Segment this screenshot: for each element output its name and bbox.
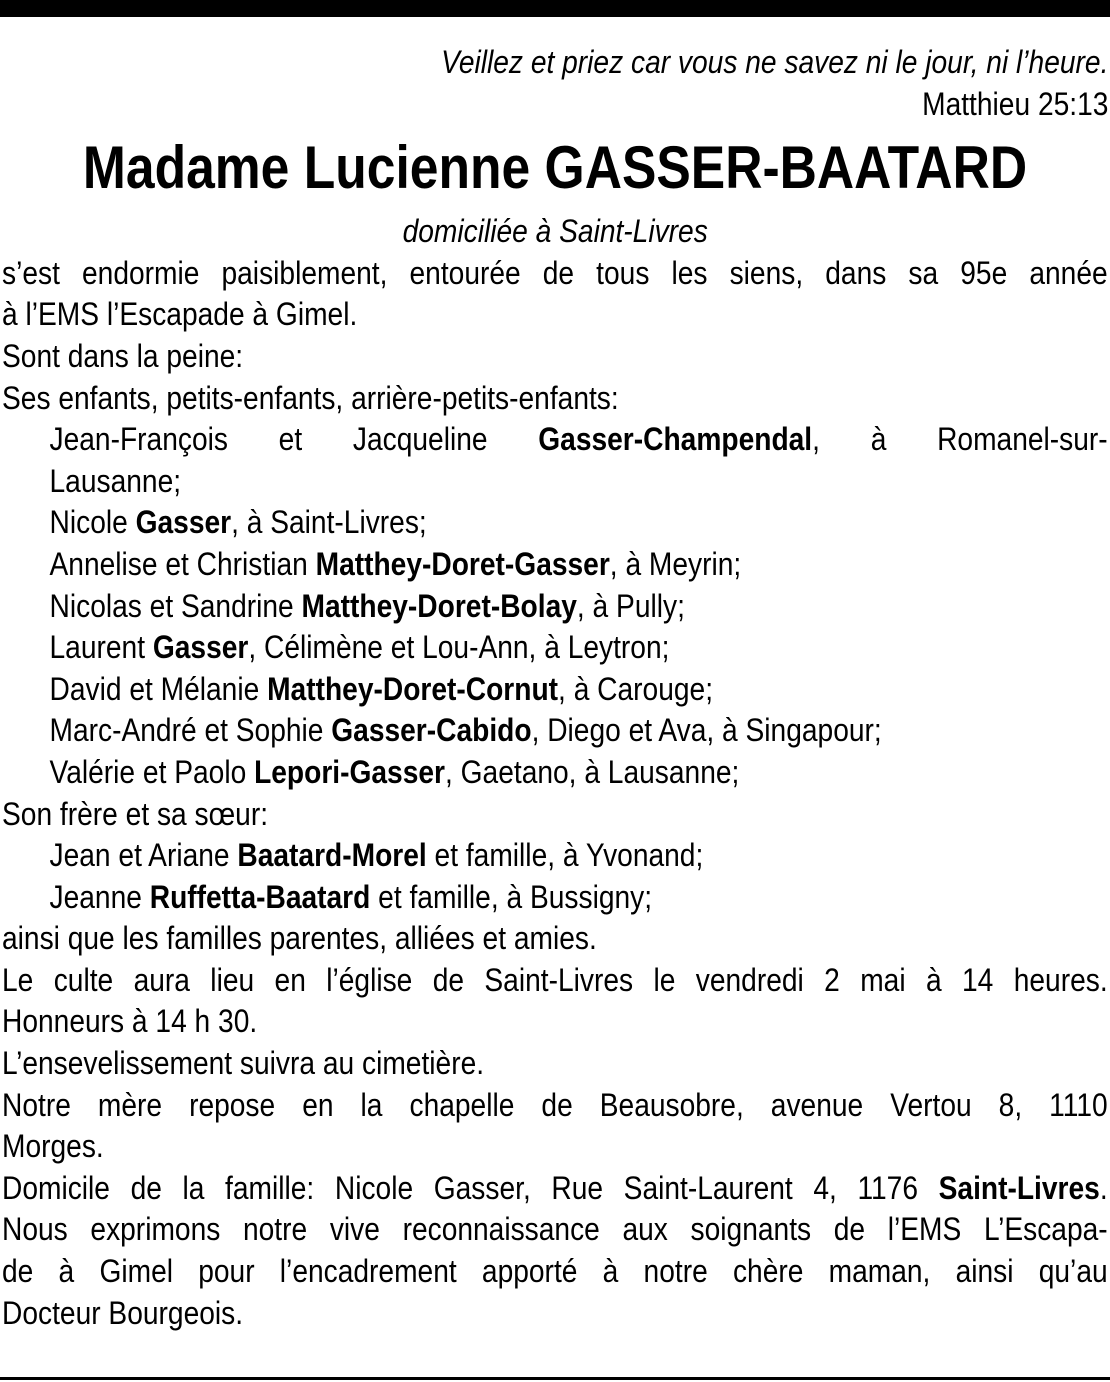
family-home-line: Domicile de la famille: Nicole Gasser, Rue Saint-Laurent 4, 1176 Saint-Livres.: [2, 1169, 1108, 1206]
siblings-heading: Son frère et sa sœur:: [2, 795, 269, 832]
surname: Baatard-Morel: [237, 837, 427, 874]
mourning-heading: Sont dans la peine:: [2, 337, 244, 374]
thanks-line: Nous exprimons notre vive reconnaissance aux soignants de l’EMS L’Escapa-: [2, 1211, 1108, 1248]
surname: Matthey-Doret-Gasser: [315, 545, 610, 582]
service-line: Le culte aura lieu en l’église de Saint-Livres le vendredi 2 mai à 14 heures.: [2, 961, 1108, 998]
intro-line: s’est endormie paisiblement, entourée de tous les siens, dans sa 95e année: [2, 254, 1108, 291]
family-line: Jeanne Ruffetta-Baatard et famille, à Bussigny;: [49, 878, 653, 915]
family-line: David et Mélanie Matthey-Doret-Cornut, à Carouge;: [49, 670, 714, 707]
family-line: Nicolas et Sandrine Matthey-Doret-Bolay, à Pully;: [49, 587, 685, 624]
family-line: Laurent Gasser, Célimène et Lou-Ann, à Leytron;: [49, 629, 670, 666]
surname: Matthey-Doret-Cornut: [267, 670, 559, 707]
surname: Matthey-Doret-Bolay: [301, 587, 577, 624]
thanks-line: Docteur Bourgeois.: [2, 1294, 244, 1331]
bible-quote: Veillez et priez car vous ne savez ni le jour, ni l’heure.: [440, 44, 1108, 80]
bible-reference: Matthieu 25:13: [921, 85, 1108, 122]
burial-line: L’ensevelissement suivra au cimetière.: [2, 1045, 485, 1082]
surname: Gasser: [135, 504, 232, 541]
surname: Gasser-Champendal: [538, 421, 813, 458]
deceased-name: Madame Lucienne GASSER-BAATARD: [82, 134, 1028, 202]
bottom-rule: [0, 1377, 1110, 1380]
family-line: Marc-André et Sophie Gasser-Cabido, Diego et Ava, à Singapour;: [49, 712, 882, 749]
top-rule: [0, 0, 1110, 17]
children-heading: Ses enfants, petits-enfants, arrière-petits-enfants:: [2, 379, 619, 416]
home-town: Saint-Livres: [938, 1169, 1100, 1206]
family-line: Jean et Ariane Baatard-Morel et famille, à Yvonand;: [49, 837, 704, 874]
surname: Lepori-Gasser: [254, 753, 445, 790]
family-line: Annelise et Christian Matthey-Doret-Gasser, à Meyrin;: [49, 545, 742, 582]
family-line: Nicole Gasser, à Saint-Livres;: [49, 504, 427, 541]
obituary-notice: [2, 42, 1108, 1334]
family-line: Jean-François et Jacqueline Gasser-Champendal, à Romanel-sur-: [49, 421, 1108, 458]
repose-line: Notre mère repose en la chapelle de Beausobre, avenue Vertou 8, 1110: [2, 1086, 1108, 1123]
thanks-line: de à Gimel pour l’encadrement apporté à notre chère maman, ainsi qu’au: [2, 1253, 1108, 1290]
families-line: ainsi que les familles parentes, alliées et amies.: [2, 920, 597, 957]
surname: Ruffetta-Baatard: [149, 878, 371, 915]
intro-line: à l’EMS l’Escapade à Gimel.: [2, 296, 358, 333]
repose-line: Morges.: [2, 1128, 104, 1165]
honours-line: Honneurs à 14 h 30.: [2, 1003, 258, 1040]
family-line: Valérie et Paolo Lepori-Gasser, Gaetano, à Lausanne;: [49, 753, 740, 790]
surname: Gasser: [152, 629, 249, 666]
residence: domiciliée à Saint-Livres: [402, 213, 708, 250]
family-line: Lausanne;: [49, 462, 182, 499]
surname: Gasser-Cabido: [331, 712, 532, 749]
